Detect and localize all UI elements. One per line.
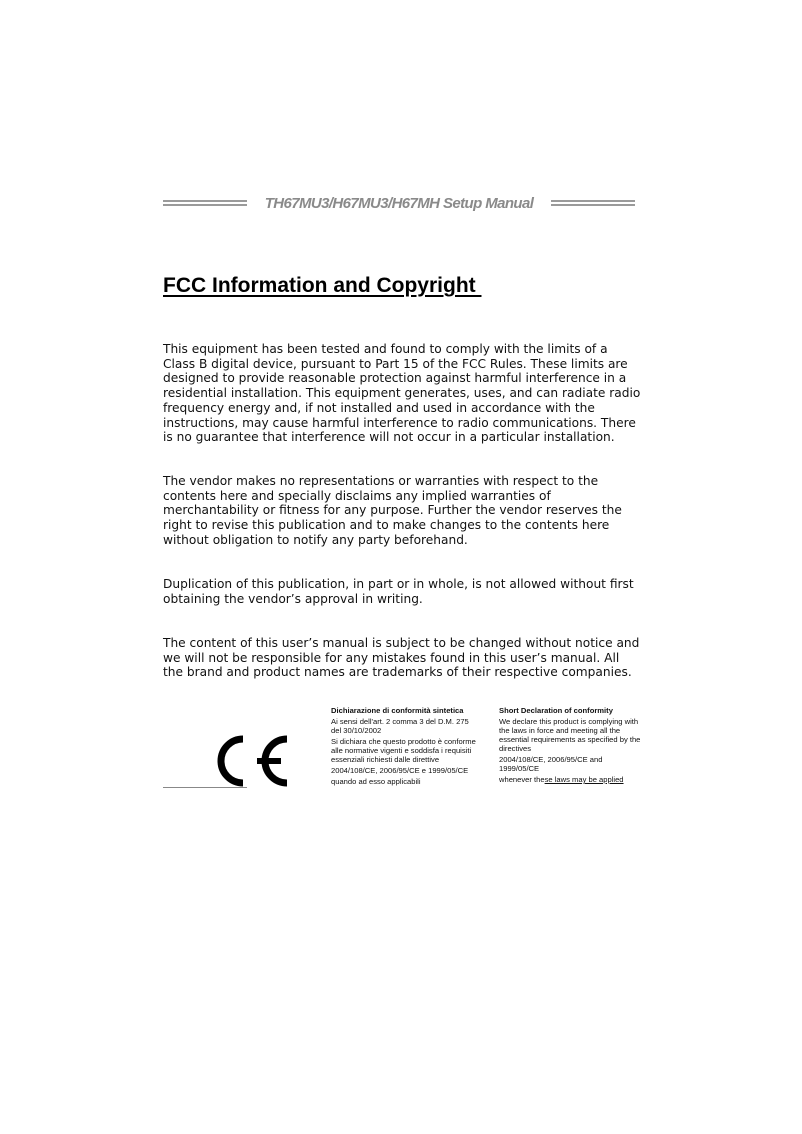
- fcc-compliance-paragraph: This equipment has been tested and found to comply with the limits of a Class B digital device, pursuant to Part 15 of the FCC Rules. These limits are designed to provide reasonable protection against harmful interference in a residential installation. This equipment generates, uses, and can radiate radio frequency energy and, if not installed and used in accordance with the instructions, may cause harmful interference to radio communications. There is no guarantee that interference will not occur in a particular installation.: [163, 342, 641, 445]
- manual-title: TH67MU3/H67MU3/H67MH Setup Manual: [264, 195, 534, 212]
- running-header: [163, 193, 635, 215]
- declaration-italian-title: Dichiarazione di conformità sintetica: [331, 706, 464, 715]
- declaration-italian: [331, 706, 481, 788]
- ce-underline: [163, 787, 247, 788]
- declaration-english-text: We declare this product is complying with the laws in force and meeting all the essential requirements as specified by the directives: [499, 717, 641, 753]
- declaration-english-directives: 2004/108/CE, 2006/95/CE and 1999/05/CE: [499, 755, 603, 773]
- declaration-english-text-underlined: se laws may be applied: [544, 775, 624, 784]
- declaration-english: [499, 706, 644, 786]
- header-rule-right: [551, 200, 635, 206]
- declaration-italian-text: Si dichiara che questo prodotto è conforme alle normative vigenti e soddisfa i requisiti essenziali richiesti dalle direttive: [331, 737, 476, 764]
- ce-mark-icon: [207, 729, 291, 793]
- warranty-disclaimer-paragraph: The vendor makes no representations or warranties with respect to the contents here and specially disclaims any implied warranties of merchantability or fitness for any purpose. Further the vendor reserves the right to revise this publication and to make changes to the contents here without obligation to notify any party beforehand.: [163, 474, 622, 547]
- declaration-english-text-part: whenever the: [499, 775, 545, 784]
- declaration-english-text: [499, 775, 644, 784]
- trademark-paragraph: The content of this user’s manual is subject to be changed without notice and we will not be responsible for any mistakes found in this user’s manual. All the brand and product names are trademarks of their respective companies.: [163, 636, 640, 680]
- header-rule-left: [163, 200, 247, 206]
- declaration-italian-directives: 2004/108/CE, 2006/95/CE e 1999/05/CE: [331, 766, 469, 775]
- declaration-english-title: Short Declaration of conformity: [499, 706, 613, 715]
- page-title: FCC Information and Copyright: [163, 274, 482, 297]
- duplication-paragraph: Duplication of this publication, in part or in whole, is not allowed without first obtaining the vendor’s approval in writing.: [163, 577, 634, 606]
- declaration-italian-text: quando ad esso applicabili: [331, 777, 421, 786]
- declaration-italian-text: Ai sensi dell'art. 2 comma 3 del D.M. 275 del 30/10/2002: [331, 717, 469, 735]
